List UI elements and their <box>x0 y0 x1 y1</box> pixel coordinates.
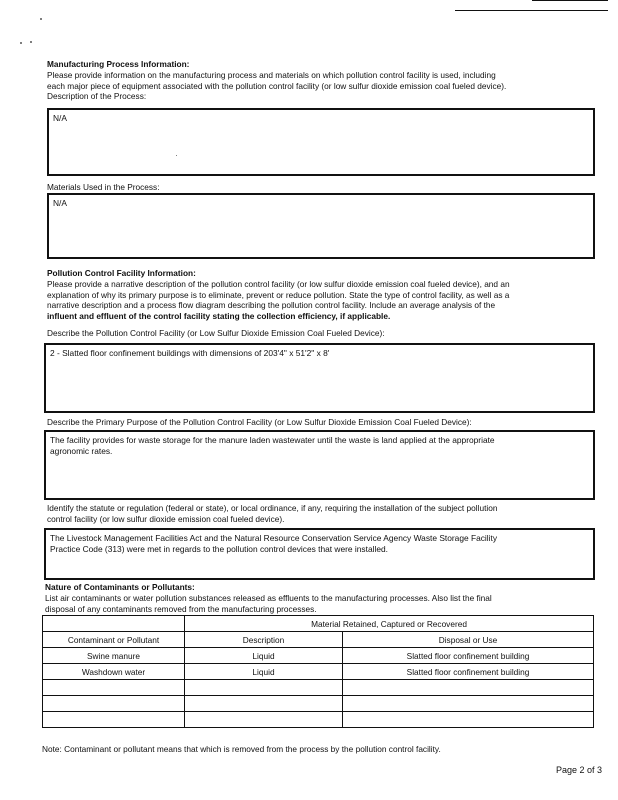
table-cell[interactable]: Washdown water <box>43 664 185 680</box>
description-label: Description of the Process: <box>47 91 147 102</box>
column-header: Contaminant or Pollutant <box>43 632 185 648</box>
table-cell[interactable] <box>43 712 185 728</box>
table-cell[interactable] <box>185 712 343 728</box>
primary-purpose-field[interactable]: The facility provides for waste storage for the manure laden wastewater until the waste is land applied at the appropriate agronomic rates. <box>44 430 595 500</box>
manufacturing-heading: Manufacturing Process Information: <box>47 59 190 69</box>
table-cell[interactable] <box>343 696 594 712</box>
table-blank-header-cell <box>43 616 185 632</box>
table-header-row <box>43 632 594 648</box>
column-header: Disposal or Use <box>343 632 594 648</box>
scan-speck <box>40 18 42 20</box>
table-row <box>43 664 594 680</box>
table-cell[interactable] <box>343 712 594 728</box>
process-description-field[interactable]: N/A <box>47 108 595 176</box>
primary-purpose-label: Describe the Primary Purpose of the Pollution Control Facility (or Low Sulfur Dioxide Emission Coal Fueled Device): <box>47 417 472 427</box>
manufacturing-instructions: Please provide information on the manufacturing process and materials on which pollution control facility is used, including each major piece of equipment associated with the pollution control facility (or low sulfur dioxide emission coal fueled device). Description of the Process: <box>47 70 607 102</box>
group-header: Material Retained, Captured or Recovered <box>185 616 594 632</box>
table-row <box>43 680 594 696</box>
contaminants-table <box>42 615 594 728</box>
table-group-header-row <box>43 616 594 632</box>
scan-speck <box>30 41 32 43</box>
describe-facility-label: Describe the Pollution Control Facility (or Low Sulfur Dioxide Emission Coal Fueled Device): <box>47 328 385 338</box>
materials-field[interactable]: N/A <box>47 193 595 259</box>
pollution-control-instructions: Please provide a narrative description of the pollution control facility (or low sulfur dioxide emission coal fueled device), and an explanation of why its primary purpose is to eliminate, prevent or reduce pollution. State the type of control facility, as well as a narrative description and a process flow diagram describing the pollution control facility. Include an average analysis of the influent and effluent of the control facility stating the collection efficiency, if applicable. <box>47 279 510 321</box>
table-cell[interactable] <box>185 680 343 696</box>
table-cell[interactable] <box>43 696 185 712</box>
table-cell[interactable] <box>185 696 343 712</box>
page-number: Page 2 of 3 <box>555 765 602 775</box>
column-header: Description <box>185 632 343 648</box>
table-cell[interactable] <box>43 680 185 696</box>
table-cell[interactable]: Liquid <box>185 648 343 664</box>
top-rule-2 <box>532 0 608 1</box>
top-rule-1 <box>455 10 608 11</box>
table-cell[interactable]: Slatted floor confinement building <box>343 648 594 664</box>
table-row <box>43 712 594 728</box>
table-cell[interactable] <box>343 680 594 696</box>
table-row <box>43 648 594 664</box>
table-cell[interactable]: Slatted floor confinement building <box>343 664 594 680</box>
pollution-control-heading: Pollution Control Facility Information: <box>47 268 196 278</box>
statute-field[interactable]: The Livestock Management Facilities Act and the Natural Resource Conservation Service Agency Waste Storage Facility Practice Code (313) were met in regards to the pollution control devices that were installed. <box>44 528 595 580</box>
contaminants-heading: Nature of Contaminants or Pollutants: <box>45 582 195 592</box>
contaminants-instructions: List air contaminants or water pollution substances released as effluents to the manufacturing processes. Also list the final disposal of any contaminants removed from the manufacturing processes. <box>45 593 492 614</box>
table-cell[interactable]: Liquid <box>185 664 343 680</box>
materials-label: Materials Used in the Process: <box>47 182 160 192</box>
scan-speck <box>20 42 22 44</box>
table-row <box>43 696 594 712</box>
facility-description-field[interactable]: 2 - Slatted floor confinement buildings with dimensions of 203'4" x 51'2" x 8' <box>44 343 595 413</box>
table-cell[interactable]: Swine manure <box>43 648 185 664</box>
statute-label: Identify the statute or regulation (federal or state), or local ordinance, if any, requiring the installation of the subject pollution control facility (or low sulfur dioxide emission coal fueled device). <box>47 503 498 524</box>
footnote: Note: Contaminant or pollutant means that which is removed from the process by the pollution control facility. <box>42 744 441 754</box>
scan-speck <box>176 155 177 156</box>
